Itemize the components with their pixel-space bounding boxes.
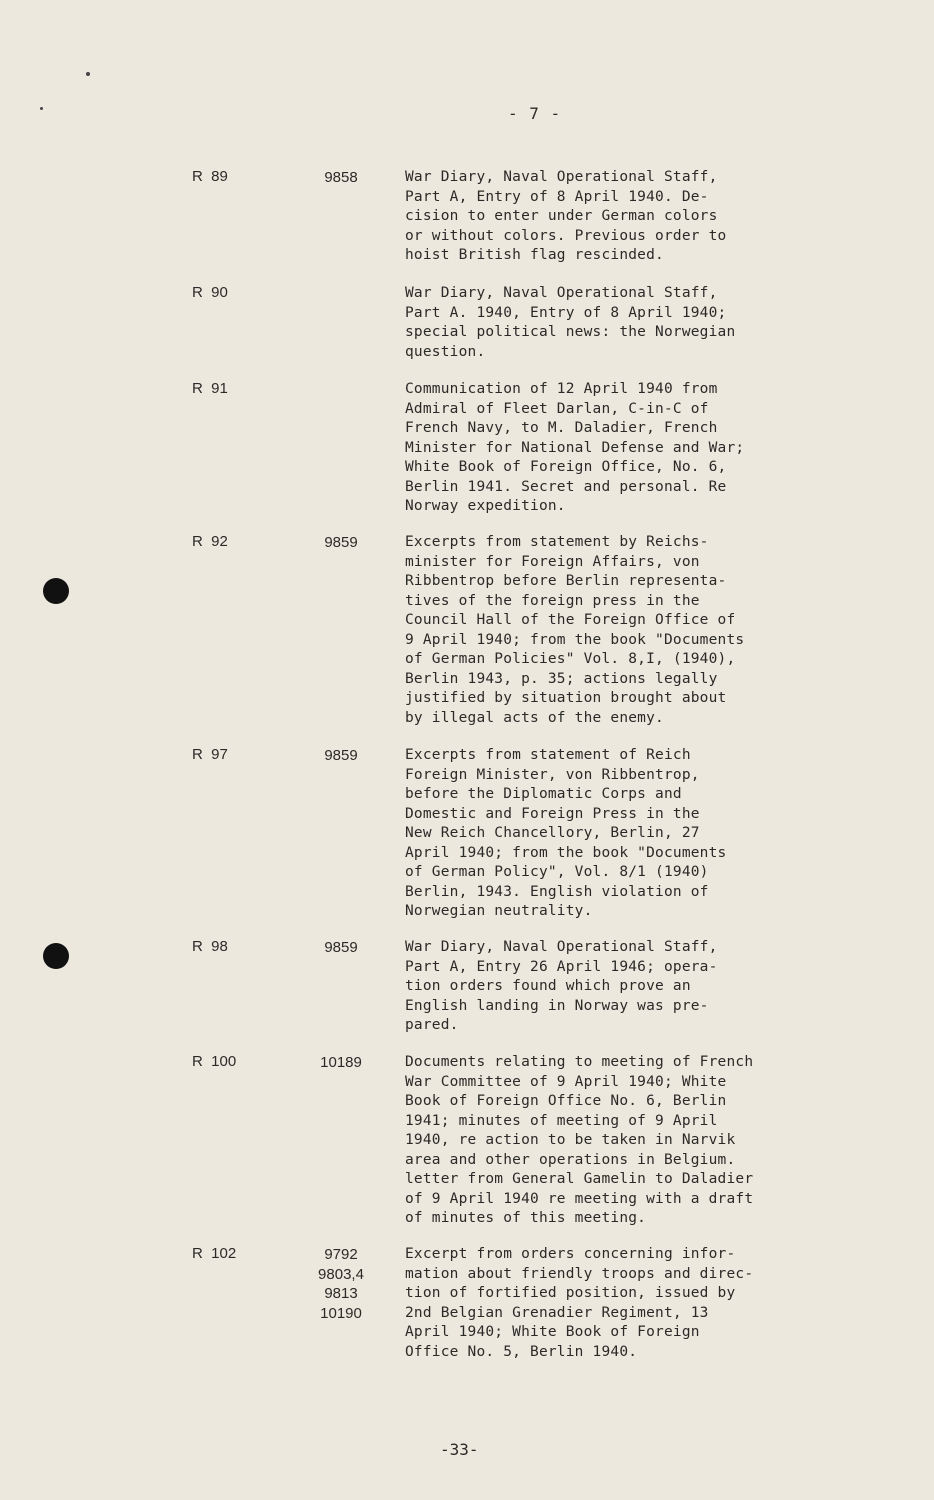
entry-page-number: 9859 xyxy=(324,534,358,551)
entry-description xyxy=(405,284,785,362)
page-number-top: - 7 - xyxy=(508,104,562,123)
description-line: cision to enter under German colors xyxy=(405,208,718,224)
description-line: hoist British flag rescinded. xyxy=(405,247,664,263)
description-line: Domestic and Foreign Press in the xyxy=(405,805,700,822)
description-line: 9 April 1940; from the book "Documents xyxy=(405,631,745,648)
description-line: War Diary, Naval Operational Staff, xyxy=(405,285,718,301)
entry-description xyxy=(405,746,785,922)
description-line: Office No. 5, Berlin 1940. xyxy=(405,1343,638,1360)
description-line: 1941; minutes of meeting of 9 April xyxy=(405,1112,718,1129)
entry-description xyxy=(405,533,785,728)
entry-page-number: 9858 xyxy=(324,169,358,186)
description-line: or without colors. Previous order to xyxy=(405,227,727,244)
entry-page-number: 10190 xyxy=(320,1304,362,1322)
description-line: Berlin, 1943. English violation of xyxy=(405,883,709,900)
description-line: tion orders found which prove an xyxy=(405,978,691,994)
entry-page-number: 9859 xyxy=(324,747,358,764)
entry-page-numbers xyxy=(296,1053,386,1073)
entry-reference: R 102 xyxy=(192,1245,237,1262)
entry-page-number: 9803,4 xyxy=(318,1265,364,1283)
punch-hole-upper xyxy=(43,578,69,604)
description-line: pared. xyxy=(405,1017,459,1033)
description-line: Documents relating to meeting of French xyxy=(405,1054,754,1070)
description-line: Norwegian neutrality. xyxy=(405,903,593,919)
description-line: French Navy, to M. Daladier, French xyxy=(405,420,718,436)
entry-page-number: 9813 xyxy=(324,1285,358,1302)
entry-reference: R 97 xyxy=(192,746,228,763)
description-line: letter from General Gamelin to Daladier xyxy=(405,1171,754,1187)
entry-description xyxy=(405,1053,785,1229)
description-line: War Diary, Naval Operational Staff, xyxy=(405,169,718,185)
description-line: Norway expedition. xyxy=(405,498,566,514)
entry-reference: R 98 xyxy=(192,938,228,955)
description-line: Communication of 12 April 1940 from xyxy=(405,381,718,397)
description-line: of 9 April 1940 re meeting with a draft xyxy=(405,1190,754,1207)
description-line: Berlin 1941. Secret and personal. Re xyxy=(405,478,727,495)
description-line: Excerpts from statement by Reichs- xyxy=(405,534,709,550)
entry-page-numbers xyxy=(296,746,386,766)
speck-mark xyxy=(86,72,90,76)
description-line: Part A. 1940, Entry of 8 April 1940; xyxy=(405,304,727,321)
entry-description xyxy=(405,1245,785,1362)
entry-page-number: 9792 xyxy=(324,1246,358,1263)
description-line: Berlin 1943, p. 35; actions legally xyxy=(405,670,718,687)
description-line: April 1940; White Book of Foreign xyxy=(405,1324,700,1340)
description-line: mation about friendly troops and direc- xyxy=(405,1265,754,1282)
entry-page-numbers xyxy=(296,938,386,958)
entry-reference: R 91 xyxy=(192,380,228,397)
entry-page-number: 9859 xyxy=(324,939,358,956)
description-line: Foreign Minister, von Ribbentrop, xyxy=(405,766,700,783)
description-line: War Committee of 9 April 1940; White xyxy=(405,1073,727,1090)
description-line: 1940, re action to be taken in Narvik xyxy=(405,1132,736,1148)
entry-page-numbers xyxy=(296,168,386,188)
punch-hole-lower xyxy=(43,943,69,969)
entry-page-number: 10189 xyxy=(320,1054,362,1071)
description-line: of German Policies" Vol. 8,I, (1940), xyxy=(405,651,736,667)
description-line: before the Diplomatic Corps and xyxy=(405,786,682,802)
description-line: New Reich Chancellory, Berlin, 27 xyxy=(405,825,700,841)
description-line: 2nd Belgian Grenadier Regiment, 13 xyxy=(405,1304,709,1321)
description-line: Part A, Entry of 8 April 1940. De- xyxy=(405,188,709,205)
description-line: tion of fortified position, issued by xyxy=(405,1285,736,1301)
description-line: Council Hall of the Foreign Office of xyxy=(405,612,736,628)
entry-description xyxy=(405,380,785,517)
description-line: Excerpt from orders concerning infor- xyxy=(405,1246,736,1262)
description-line: Book of Foreign Office No. 6, Berlin xyxy=(405,1093,727,1109)
description-line: justified by situation brought about xyxy=(405,690,727,706)
entry-reference: R 92 xyxy=(192,533,228,550)
description-line: tives of the foreign press in the xyxy=(405,592,700,609)
entry-page-numbers xyxy=(296,533,386,553)
entry-page-numbers xyxy=(296,1245,386,1323)
description-line: White Book of Foreign Office, No. 6, xyxy=(405,459,727,475)
speck-mark xyxy=(40,107,43,110)
description-line: special political news: the Norwegian xyxy=(405,324,736,340)
description-line: of minutes of this meeting. xyxy=(405,1210,647,1226)
page-number-bottom: -33- xyxy=(440,1440,479,1459)
description-line: of German Policy", Vol. 8/1 (1940) xyxy=(405,864,709,880)
description-line: Part A, Entry 26 April 1946; opera- xyxy=(405,958,718,975)
description-line: English landing in Norway was pre- xyxy=(405,997,709,1014)
description-line: Admiral of Fleet Darlan, C-in-C of xyxy=(405,400,709,417)
description-line: Minister for National Defense and War; xyxy=(405,439,745,456)
entry-description xyxy=(405,168,785,266)
description-line: question. xyxy=(405,343,486,360)
description-line: by illegal acts of the enemy. xyxy=(405,709,664,726)
entry-description xyxy=(405,938,785,1036)
description-line: area and other operations in Belgium. xyxy=(405,1151,736,1168)
description-line: Excerpts from statement of Reich xyxy=(405,747,691,763)
entry-reference: R 100 xyxy=(192,1053,237,1070)
entry-reference: R 90 xyxy=(192,284,228,301)
description-line: minister for Foreign Affairs, von xyxy=(405,553,700,570)
entry-reference: R 89 xyxy=(192,168,228,185)
description-line: Ribbentrop before Berlin representa- xyxy=(405,573,727,589)
description-line: War Diary, Naval Operational Staff, xyxy=(405,939,718,955)
description-line: April 1940; from the book "Documents xyxy=(405,844,727,861)
